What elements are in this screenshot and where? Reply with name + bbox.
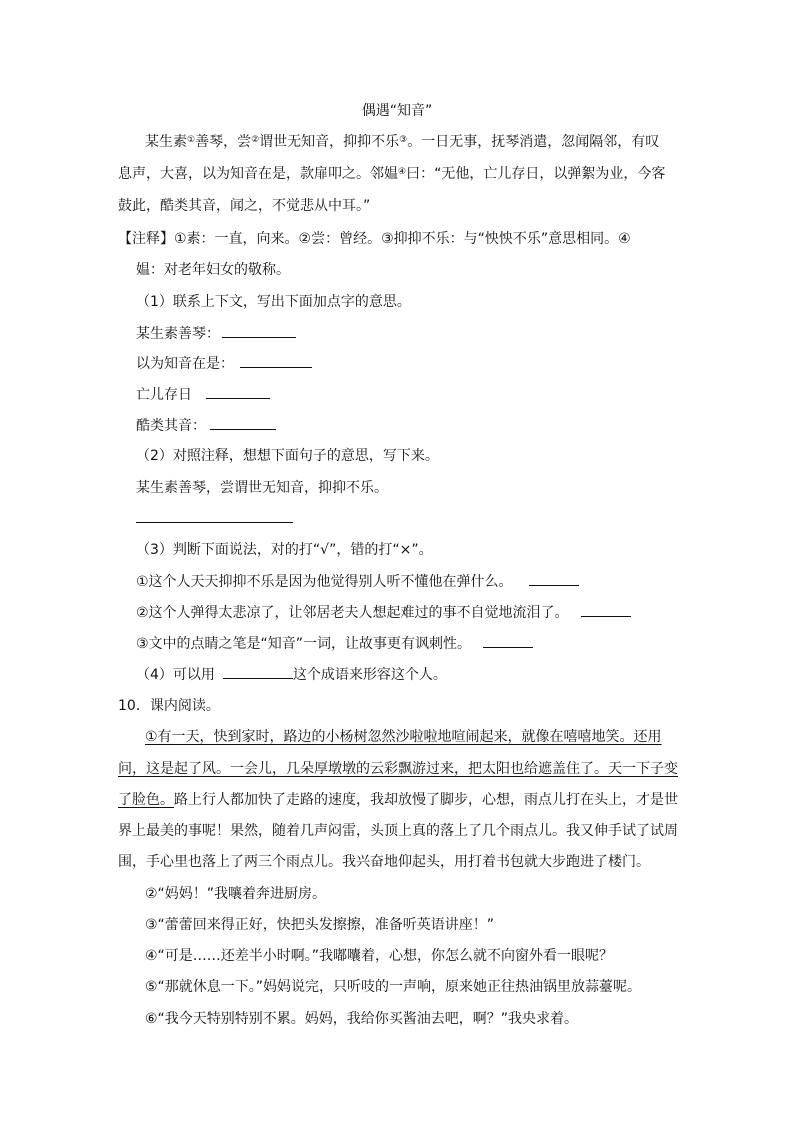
passage-text: 曰：“无他，亡儿存日，以弹絮为业，今客	[406, 166, 666, 182]
question-1-prompt: （1）联系上下文，写出下面加点字的意思。	[136, 294, 411, 310]
question-1-item	[136, 415, 276, 436]
passage-text: 谓世无知音，抑抑不乐	[259, 134, 400, 150]
section-10-p4: ④“可是……还差半小时啊。”我嘟囔着，心想，你怎么就不向窗外看一眼呢？	[145, 948, 614, 964]
question-3-item	[136, 633, 533, 654]
question-2-sentence: 某生素善琴，尝谓世无知音，抑抑不乐。	[136, 480, 388, 496]
answer-blank[interactable]	[223, 664, 293, 679]
notes-line-2: 媪：对老年妇女的敬称。	[136, 262, 290, 278]
question-3-item	[136, 571, 579, 592]
passage-text: 。一日无事，抚琴消遣，忽闻隔邻，有叹	[407, 134, 660, 150]
question-3-item	[136, 602, 631, 623]
item-label: 亡儿存日	[136, 387, 192, 403]
statement-text: ①这个人天天抑抑不乐是因为他觉得别人听不懂他在弹什么。	[136, 574, 513, 590]
question-4-prompt-b: 这个成语来形容这个人。	[292, 667, 447, 683]
section-10-p6: ⑥“我今天特别特别不累。妈妈，我给你买酱油去吧，啊？”我央求着。	[145, 1011, 579, 1027]
passage-text: 息声，大喜，以为知音在是，款扉叩之。邻媪	[118, 166, 398, 182]
passage-line-1	[145, 132, 659, 152]
passage-line-3: 鼓此，酷类其音，闻之，不觉悲从中耳。”	[118, 198, 371, 214]
paragraph-text: 路上行人都加快了走路的速度，我却放慢了脚步，心想，雨点儿打在头上，才是世	[174, 792, 678, 808]
section-10-p1-line2: 问，这是起了风。一会儿，几朵厚墩墩的云彩飘游过来，把太阳也给遮盖住了。天一下子变	[118, 761, 678, 777]
answer-blank[interactable]	[210, 415, 276, 430]
question-1-item	[136, 384, 270, 405]
answer-line[interactable]	[136, 522, 293, 523]
section-10-p3: ③“蕾蕾回来得正好，快把头发擦擦，准备听英语讲座！”	[145, 917, 495, 933]
answer-blank[interactable]	[240, 353, 312, 368]
passage-line-2	[118, 164, 665, 184]
section-10-p1-line3	[118, 790, 678, 810]
section-10-p1-line5: 围，手心里也落上了两三个雨点儿。我兴奋地仰起头，用打着书包就大步跑进了楼门。	[118, 854, 650, 870]
section-10-p1-line4: 界上最美的事呢！果然，随着几声闷雷，头顶上真的落上了几个雨点儿。我又伸手试了试周	[118, 823, 678, 839]
item-label: 酷类其音：	[136, 418, 206, 434]
footnote-marker: ①	[187, 135, 196, 145]
section-10-p5: ⑤“那就休息一下。”妈妈说完，只听吱的一声响，原来她正往热油锅里放蒜薹呢。	[145, 979, 642, 995]
footnote-marker: ③	[399, 135, 408, 145]
item-label: 以为知音在是：	[136, 356, 234, 372]
section-10-p1-line1: ①有一天，快到家时，路边的小杨树忽然沙啦啦地喧闹起来，就像在嘻嘻地笑。还用	[145, 729, 662, 745]
question-4	[136, 664, 447, 685]
footnote-marker: ④	[398, 167, 407, 177]
passage-text: 善琴，尝	[195, 134, 252, 150]
question-1-item	[136, 353, 312, 374]
answer-blank[interactable]	[483, 633, 533, 648]
underlined-text: 了脸色。	[118, 792, 174, 808]
section-10-p2: ②“妈妈！”我嚷着奔进厨房。	[145, 886, 327, 902]
question-4-prompt-a: （4）可以用	[136, 667, 215, 683]
answer-blank[interactable]	[222, 323, 296, 338]
answer-blank[interactable]	[206, 384, 270, 399]
answer-blank[interactable]	[529, 571, 579, 586]
passage-title: 偶遇“知音”	[361, 103, 433, 119]
item-label: 某生素善琴：	[136, 326, 220, 342]
answer-blank[interactable]	[581, 602, 631, 617]
section-10-heading: 10．课内阅读。	[118, 698, 220, 714]
statement-text: ②这个人弹得太悲凉了，让邻居老夫人想起难过的事不自觉地流泪了。	[136, 605, 569, 621]
statement-text: ③文中的点睛之笔是“知音”一词，让故事更有讽刺性。	[136, 636, 472, 652]
passage-text: 某生素	[145, 134, 187, 150]
question-1-item	[136, 323, 296, 344]
footnote-marker: ②	[251, 135, 260, 145]
question-3-prompt: （3）判断下面说法，对的打“√”，错的打“×”。	[136, 542, 433, 558]
question-2-prompt: （2）对照注释，想想下面句子的意思，写下来。	[136, 448, 439, 464]
notes-line-1: 【注释】①素：一直，向来。②尝：曾经。③抑抑不乐：与“怏怏不乐”意思相同。④	[118, 231, 631, 247]
